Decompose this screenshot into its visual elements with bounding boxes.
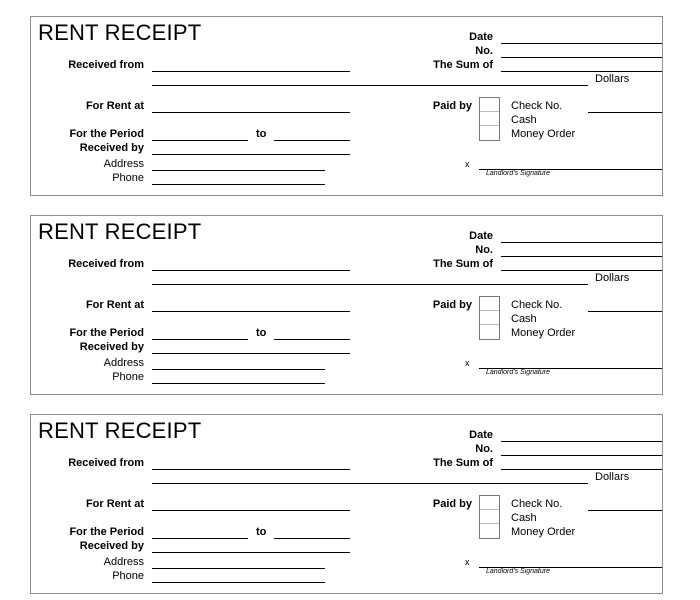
period-label: For the Period [69, 128, 144, 140]
receipt-title: RENT RECEIPT [38, 219, 202, 244]
sum-field[interactable] [501, 469, 662, 470]
address-label: Address [103, 357, 144, 369]
phone-field[interactable] [152, 383, 325, 384]
phone-label: Phone [112, 570, 144, 582]
payment-box-divider [480, 310, 499, 311]
rent-at-label: For Rent at [85, 299, 144, 311]
period-end-field[interactable] [274, 538, 350, 539]
period-start-field[interactable] [152, 140, 248, 141]
check-no-field[interactable] [588, 311, 662, 312]
received-by-label: Received by [79, 142, 144, 154]
received-from-field[interactable] [152, 270, 350, 271]
period-end-field[interactable] [274, 339, 350, 340]
phone-label: Phone [112, 371, 144, 383]
sum-label: The Sum of [433, 59, 493, 71]
payment-box-divider [480, 509, 499, 510]
payment-method-box[interactable] [479, 495, 500, 539]
rent-at-field[interactable] [152, 510, 350, 511]
received-from-label: Received from [68, 457, 144, 469]
no-label: No. [475, 244, 493, 256]
period-start-field[interactable] [152, 538, 248, 539]
phone-field[interactable] [152, 582, 325, 583]
amount-words-field[interactable] [152, 284, 588, 285]
payment-box-divider [480, 523, 499, 524]
amount-words-field[interactable] [152, 85, 588, 86]
payment-box-divider [480, 125, 499, 126]
signature-caption: Landlord's Signature [486, 170, 550, 177]
period-end-field[interactable] [274, 140, 350, 141]
to-label: to [256, 128, 267, 140]
period-label: For the Period [69, 526, 144, 538]
signature-x-mark: x [465, 557, 470, 567]
date-field[interactable] [501, 441, 662, 442]
received-from-label: Received from [68, 59, 144, 71]
check-no-label: Check No. [511, 100, 563, 112]
cash-label: Cash [511, 114, 537, 126]
received-from-field[interactable] [152, 469, 350, 470]
sum-label: The Sum of [433, 258, 493, 270]
receipt-title: RENT RECEIPT [38, 20, 202, 45]
sum-field[interactable] [501, 270, 662, 271]
paid-by-label: Paid by [432, 498, 472, 510]
payment-method-box[interactable] [479, 97, 500, 141]
address-field[interactable] [152, 568, 325, 569]
check-no-label: Check No. [511, 299, 563, 311]
phone-label: Phone [112, 172, 144, 184]
check-no-label: Check No. [511, 498, 563, 510]
period-label: For the Period [69, 327, 144, 339]
address-field[interactable] [152, 369, 325, 370]
date-field[interactable] [501, 242, 662, 243]
payment-box-divider [480, 111, 499, 112]
rent-at-label: For Rent at [85, 498, 144, 510]
receipt-title: RENT RECEIPT [38, 418, 202, 443]
sum-label: The Sum of [433, 457, 493, 469]
rent-receipt [30, 414, 663, 594]
number-field[interactable] [501, 57, 662, 58]
received-by-field[interactable] [152, 353, 350, 354]
received-by-field[interactable] [152, 154, 350, 155]
signature-caption: Landlord's Signature [486, 369, 550, 376]
received-by-label: Received by [79, 540, 144, 552]
signature-x-mark: x [465, 358, 470, 368]
check-no-field[interactable] [588, 510, 662, 511]
address-label: Address [103, 556, 144, 568]
dollars-label: Dollars [595, 73, 630, 85]
money-order-label: Money Order [511, 526, 576, 538]
check-no-field[interactable] [588, 112, 662, 113]
date-label: Date [469, 31, 493, 43]
rent-receipt [30, 215, 663, 395]
rent-at-field[interactable] [152, 311, 350, 312]
number-field[interactable] [501, 256, 662, 257]
paid-by-label: Paid by [432, 100, 472, 112]
phone-field[interactable] [152, 184, 325, 185]
paid-by-label: Paid by [432, 299, 472, 311]
signature-caption: Landlord's Signature [486, 568, 550, 575]
no-label: No. [475, 443, 493, 455]
dollars-label: Dollars [595, 471, 630, 483]
address-field[interactable] [152, 170, 325, 171]
received-by-field[interactable] [152, 552, 350, 553]
to-label: to [256, 327, 267, 339]
cash-label: Cash [511, 313, 537, 325]
amount-words-field[interactable] [152, 483, 588, 484]
address-label: Address [103, 158, 144, 170]
money-order-label: Money Order [511, 327, 576, 339]
cash-label: Cash [511, 512, 537, 524]
money-order-label: Money Order [511, 128, 576, 140]
signature-x-mark: x [465, 159, 470, 169]
period-start-field[interactable] [152, 339, 248, 340]
dollars-label: Dollars [595, 272, 630, 284]
received-from-field[interactable] [152, 71, 350, 72]
rent-at-label: For Rent at [85, 100, 144, 112]
date-label: Date [469, 429, 493, 441]
sum-field[interactable] [501, 71, 662, 72]
date-field[interactable] [501, 43, 662, 44]
date-label: Date [469, 230, 493, 242]
received-from-label: Received from [68, 258, 144, 270]
to-label: to [256, 526, 267, 538]
rent-at-field[interactable] [152, 112, 350, 113]
payment-method-box[interactable] [479, 296, 500, 340]
payment-box-divider [480, 324, 499, 325]
no-label: No. [475, 45, 493, 57]
number-field[interactable] [501, 455, 662, 456]
rent-receipt [30, 16, 663, 196]
received-by-label: Received by [79, 341, 144, 353]
